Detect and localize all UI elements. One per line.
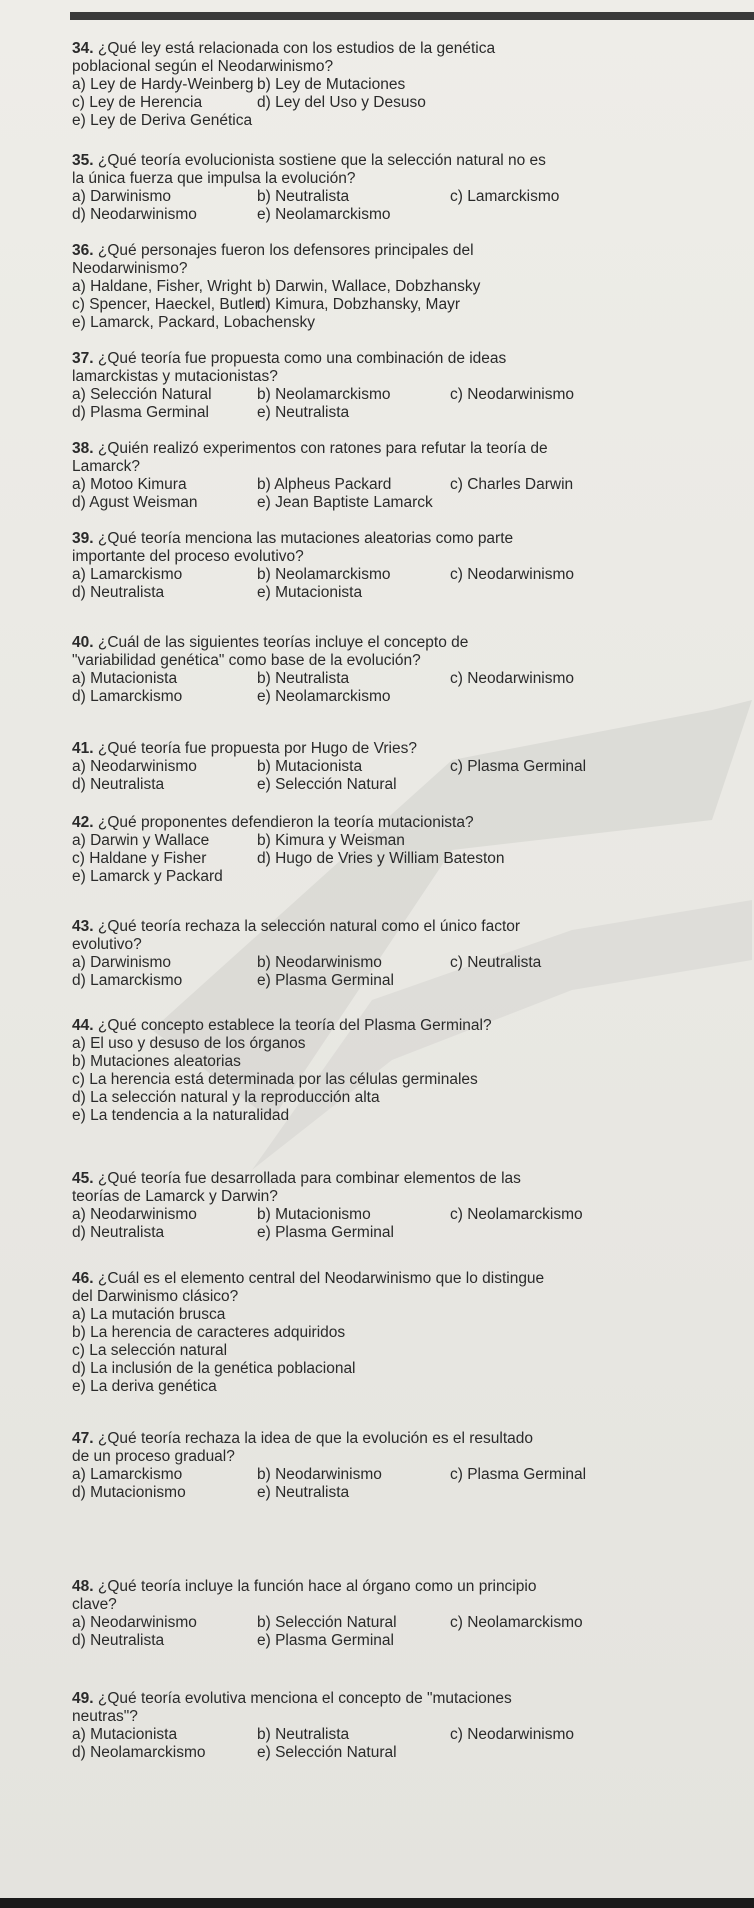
answer-option: d) Neutralista: [72, 776, 165, 793]
answer-option: e) Lamarck, Packard, Lobachensky: [72, 314, 315, 331]
answer-option: c) Neutralista: [450, 954, 542, 971]
option-row: [72, 404, 632, 422]
question-38: [72, 440, 632, 512]
option-row: [72, 494, 632, 512]
question-stem-text: de un proceso gradual?: [72, 1448, 235, 1465]
question-stem-line: [72, 1270, 632, 1288]
question-number: 38.: [72, 440, 94, 457]
option-row: [72, 386, 632, 404]
question-35: [72, 152, 632, 224]
option-row: [72, 314, 632, 332]
option-row: [72, 1206, 632, 1224]
question-stem-text: ¿Cuál es el elemento central del Neodarwinismo que lo distingue: [97, 1270, 545, 1287]
option-row: [72, 206, 632, 224]
option-row: [72, 868, 632, 886]
answer-option: b) Mutacionista: [257, 758, 363, 775]
answer-option: c) Neolamarckismo: [450, 1206, 583, 1223]
answer-option: b) Neolamarckismo: [257, 566, 391, 583]
question-stem-text: clave?: [72, 1596, 117, 1613]
answer-option: a) Lamarckismo: [72, 566, 183, 583]
answer-option: a) Darwinismo: [72, 954, 172, 971]
answer-option: d) Neolamarckismo: [72, 1744, 206, 1761]
question-stem-text: ¿Qué concepto establece la teoría del Plasma Germinal?: [97, 1017, 492, 1034]
answer-option: c) Haldane y Fisher: [72, 850, 207, 867]
question-stem-line: [72, 350, 632, 368]
answer-option: c) La herencia está determinada por las células germinales: [72, 1071, 478, 1088]
option-row: [72, 1071, 632, 1089]
option-row: [72, 1466, 632, 1484]
answer-option: d) La selección natural y la reproducción alta: [72, 1089, 380, 1106]
question-stem-line: [72, 368, 632, 386]
question-39: [72, 530, 632, 602]
option-row: [72, 832, 632, 850]
question-stem-line: [72, 242, 632, 260]
option-row: [72, 954, 632, 972]
question-stem-line: [72, 260, 632, 278]
option-row: [72, 1107, 632, 1125]
answer-option: d) Mutacionismo: [72, 1484, 186, 1501]
option-row: [72, 1744, 632, 1762]
answer-option: e) Plasma Germinal: [257, 1224, 394, 1241]
question-stem-text: ¿Qué teoría fue desarrollada para combinar elementos de las: [97, 1170, 521, 1187]
question-stem-line: [72, 548, 632, 566]
answer-option: b) Selección Natural: [257, 1614, 397, 1631]
answer-option: e) Neolamarckismo: [257, 688, 391, 705]
question-stem-text: ¿Qué teoría fue propuesta por Hugo de Vries?: [97, 740, 417, 757]
question-stem-line: [72, 918, 632, 936]
answer-option: e) Neutralista: [257, 1484, 350, 1501]
question-stem-line: [72, 652, 632, 670]
question-stem-line: [72, 1448, 632, 1466]
answer-option: c) Ley de Herencia: [72, 94, 203, 111]
question-number: 37.: [72, 350, 94, 367]
top-edge-bar: [70, 12, 754, 20]
answer-option: a) Haldane, Fisher, Wright: [72, 278, 252, 295]
option-row: [72, 1342, 632, 1360]
answer-option: e) Selección Natural: [257, 1744, 397, 1761]
answer-option: b) Neutralista: [257, 670, 350, 687]
option-row: [72, 1324, 632, 1342]
question-stem-line: [72, 152, 632, 170]
question-36: [72, 242, 632, 332]
answer-option: b) Neodarwinismo: [257, 954, 382, 971]
question-stem-text: ¿Qué proponentes defendieron la teoría mutacionista?: [97, 814, 474, 831]
question-stem-line: [72, 530, 632, 548]
answer-option: b) La herencia de caracteres adquiridos: [72, 1324, 346, 1341]
question-stem-text: ¿Qué teoría menciona las mutaciones aleatorias como parte: [97, 530, 514, 547]
question-stem-text: ¿Quién realizó experimentos con ratones para refutar la teoría de: [97, 440, 548, 457]
answer-option: c) Plasma Germinal: [450, 1466, 587, 1483]
answer-option: a) El uso y desuso de los órganos: [72, 1035, 306, 1052]
answer-option: a) Neodarwinismo: [72, 1206, 197, 1223]
question-stem-text: ¿Qué teoría fue propuesta como una combinación de ideas: [97, 350, 507, 367]
answer-option: a) Darwinismo: [72, 188, 172, 205]
answer-option: b) Ley de Mutaciones: [257, 76, 406, 93]
answer-option: b) Mutacionismo: [257, 1206, 371, 1223]
option-row: [72, 1224, 632, 1242]
answer-option: d) Neutralista: [72, 1224, 165, 1241]
question-stem-line: [72, 1578, 632, 1596]
option-row: [72, 296, 632, 314]
option-row: [72, 94, 632, 112]
answer-option: b) Neolamarckismo: [257, 386, 391, 403]
option-row: [72, 688, 632, 706]
option-row: [72, 476, 632, 494]
option-row: [72, 850, 632, 868]
answer-option: c) Neodarwinismo: [450, 1726, 575, 1743]
question-48: [72, 1578, 632, 1650]
answer-option: e) Ley de Deriva Genética: [72, 112, 253, 129]
question-number: 47.: [72, 1430, 94, 1447]
question-stem-text: Lamarck?: [72, 458, 141, 475]
question-stem-text: "variabilidad genética" como base de la evolución?: [72, 652, 421, 669]
question-stem-line: [72, 1017, 632, 1035]
question-stem-text: importante del proceso evolutivo?: [72, 548, 304, 565]
question-42: [72, 814, 632, 886]
answer-option: d) Kimura, Dobzhansky, Mayr: [257, 296, 460, 313]
answer-option: a) Lamarckismo: [72, 1466, 183, 1483]
question-40: [72, 634, 632, 706]
question-number: 44.: [72, 1017, 94, 1034]
option-row: [72, 188, 632, 206]
answer-option: a) Motoo Kimura: [72, 476, 187, 493]
answer-option: b) Neodarwinismo: [257, 1466, 382, 1483]
option-row: [72, 972, 632, 990]
answer-option: d) Hugo de Vries y William Bateston: [257, 850, 505, 867]
answer-option: c) Neolamarckismo: [450, 1614, 583, 1631]
question-stem-line: [72, 936, 632, 954]
answer-option: e) Plasma Germinal: [257, 972, 394, 989]
answer-option: b) Alpheus Packard: [257, 476, 392, 493]
answer-option: e) La tendencia a la naturalidad: [72, 1107, 290, 1124]
question-stem-line: [72, 814, 632, 832]
answer-option: d) La inclusión de la genética poblacional: [72, 1360, 356, 1377]
question-46: [72, 1270, 632, 1396]
question-stem-line: [72, 1596, 632, 1614]
answer-option: b) Darwin, Wallace, Dobzhansky: [257, 278, 481, 295]
question-stem-line: [72, 58, 632, 76]
answer-option: d) Plasma Germinal: [72, 404, 209, 421]
question-stem-line: [72, 634, 632, 652]
question-37: [72, 350, 632, 422]
answer-option: d) Lamarckismo: [72, 688, 183, 705]
question-stem-line: [72, 458, 632, 476]
question-stem-line: [72, 170, 632, 188]
answer-option: b) Kimura y Weisman: [257, 832, 405, 849]
answer-option: e) Selección Natural: [257, 776, 397, 793]
answer-option: a) Neodarwinismo: [72, 1614, 197, 1631]
question-number: 48.: [72, 1578, 94, 1595]
bottom-edge-bar: [0, 1898, 754, 1908]
question-47: [72, 1430, 632, 1502]
option-row: [72, 1484, 632, 1502]
question-49: [72, 1690, 632, 1762]
option-row: [72, 1089, 632, 1107]
question-number: 42.: [72, 814, 94, 831]
answer-option: c) Neodarwinismo: [450, 386, 575, 403]
answer-option: b) Neutralista: [257, 188, 350, 205]
answer-option: c) Spencer, Haeckel, Butler: [72, 296, 260, 313]
answer-option: c) Charles Darwin: [450, 476, 574, 493]
option-row: [72, 670, 632, 688]
question-stem-text: ¿Qué teoría rechaza la idea de que la evolución es el resultado: [97, 1430, 534, 1447]
answer-option: d) Neutralista: [72, 584, 165, 601]
answer-option: a) Ley de Hardy-Weinberg: [72, 76, 254, 93]
question-stem-text: ¿Qué teoría rechaza la selección natural como el único factor: [97, 918, 521, 935]
question-stem-text: lamarckistas y mutacionistas?: [72, 368, 278, 385]
question-number: 36.: [72, 242, 94, 259]
option-row: [72, 776, 632, 794]
answer-option: e) Neolamarckismo: [257, 206, 391, 223]
answer-option: a) Darwin y Wallace: [72, 832, 210, 849]
option-row: [72, 1614, 632, 1632]
question-stem-line: [72, 440, 632, 458]
option-row: [72, 278, 632, 296]
question-stem-line: [72, 1170, 632, 1188]
answer-option: e) Neutralista: [257, 404, 350, 421]
question-number: 43.: [72, 918, 94, 935]
question-number: 40.: [72, 634, 94, 651]
question-stem-text: ¿Qué teoría incluye la función hace al órgano como un principio: [97, 1578, 537, 1595]
answer-option: b) Mutaciones aleatorias: [72, 1053, 241, 1070]
answer-option: c) La selección natural: [72, 1342, 228, 1359]
answer-option: e) Jean Baptiste Lamarck: [257, 494, 433, 511]
question-41: [72, 740, 632, 794]
answer-option: c) Lamarckismo: [450, 188, 560, 205]
option-row: [72, 1632, 632, 1650]
question-number: 45.: [72, 1170, 94, 1187]
answer-option: d) Lamarckismo: [72, 972, 183, 989]
option-row: [72, 112, 632, 130]
question-number: 39.: [72, 530, 94, 547]
answer-option: d) Neutralista: [72, 1632, 165, 1649]
question-stem-text: ¿Qué teoría evolutiva menciona el concepto de "mutaciones: [97, 1690, 512, 1707]
option-row: [72, 758, 632, 776]
question-stem-line: [72, 740, 632, 758]
answer-option: a) La mutación brusca: [72, 1306, 226, 1323]
question-stem-text: poblacional según el Neodarwinismo?: [72, 58, 334, 75]
question-stem-line: [72, 1430, 632, 1448]
question-number: 49.: [72, 1690, 94, 1707]
option-row: [72, 566, 632, 584]
answer-option: c) Neodarwinismo: [450, 670, 575, 687]
answer-option: c) Neodarwinismo: [450, 566, 575, 583]
answer-option: a) Mutacionista: [72, 670, 178, 687]
option-row: [72, 1726, 632, 1744]
question-stem-text: Neodarwinismo?: [72, 260, 188, 277]
option-row: [72, 1378, 632, 1396]
question-number: 34.: [72, 40, 94, 57]
question-stem-text: evolutivo?: [72, 936, 142, 953]
question-stem-line: [72, 1690, 632, 1708]
question-stem-text: ¿Cuál de las siguientes teorías incluye el concepto de: [97, 634, 469, 651]
answer-option: e) La deriva genética: [72, 1378, 217, 1395]
question-stem-text: del Darwinismo clásico?: [72, 1288, 239, 1305]
answer-option: e) Mutacionista: [257, 584, 363, 601]
answer-option: b) Neutralista: [257, 1726, 350, 1743]
question-34: [72, 40, 632, 130]
question-stem-text: la única fuerza que impulsa la evolución?: [72, 170, 356, 187]
answer-option: e) Plasma Germinal: [257, 1632, 394, 1649]
option-row: [72, 1360, 632, 1378]
question-stem-line: [72, 40, 632, 58]
option-row: [72, 584, 632, 602]
question-stem-text: neutras"?: [72, 1708, 138, 1725]
answer-option: d) Neodarwinismo: [72, 206, 197, 223]
question-number: 35.: [72, 152, 94, 169]
answer-option: a) Mutacionista: [72, 1726, 178, 1743]
option-row: [72, 1053, 632, 1071]
answer-option: e) Lamarck y Packard: [72, 868, 223, 885]
question-stem-line: [72, 1288, 632, 1306]
answer-option: d) Ley del Uso y Desuso: [257, 94, 426, 111]
question-stem-text: ¿Qué personajes fueron los defensores principales del: [97, 242, 474, 259]
question-45: [72, 1170, 632, 1242]
question-43: [72, 918, 632, 990]
answer-option: a) Neodarwinismo: [72, 758, 197, 775]
question-number: 41.: [72, 740, 94, 757]
answer-option: c) Plasma Germinal: [450, 758, 587, 775]
option-row: [72, 1306, 632, 1324]
question-stem-text: ¿Qué ley está relacionada con los estudios de la genética: [97, 40, 496, 57]
question-number: 46.: [72, 1270, 94, 1287]
question-stem-text: teorías de Lamarck y Darwin?: [72, 1188, 278, 1205]
question-stem-text: ¿Qué teoría evolucionista sostiene que la selección natural no es: [97, 152, 546, 169]
question-stem-line: [72, 1708, 632, 1726]
option-row: [72, 76, 632, 94]
option-row: [72, 1035, 632, 1053]
answer-option: d) Agust Weisman: [72, 494, 198, 511]
answer-option: a) Selección Natural: [72, 386, 212, 403]
question-44: [72, 1017, 632, 1125]
question-stem-line: [72, 1188, 632, 1206]
